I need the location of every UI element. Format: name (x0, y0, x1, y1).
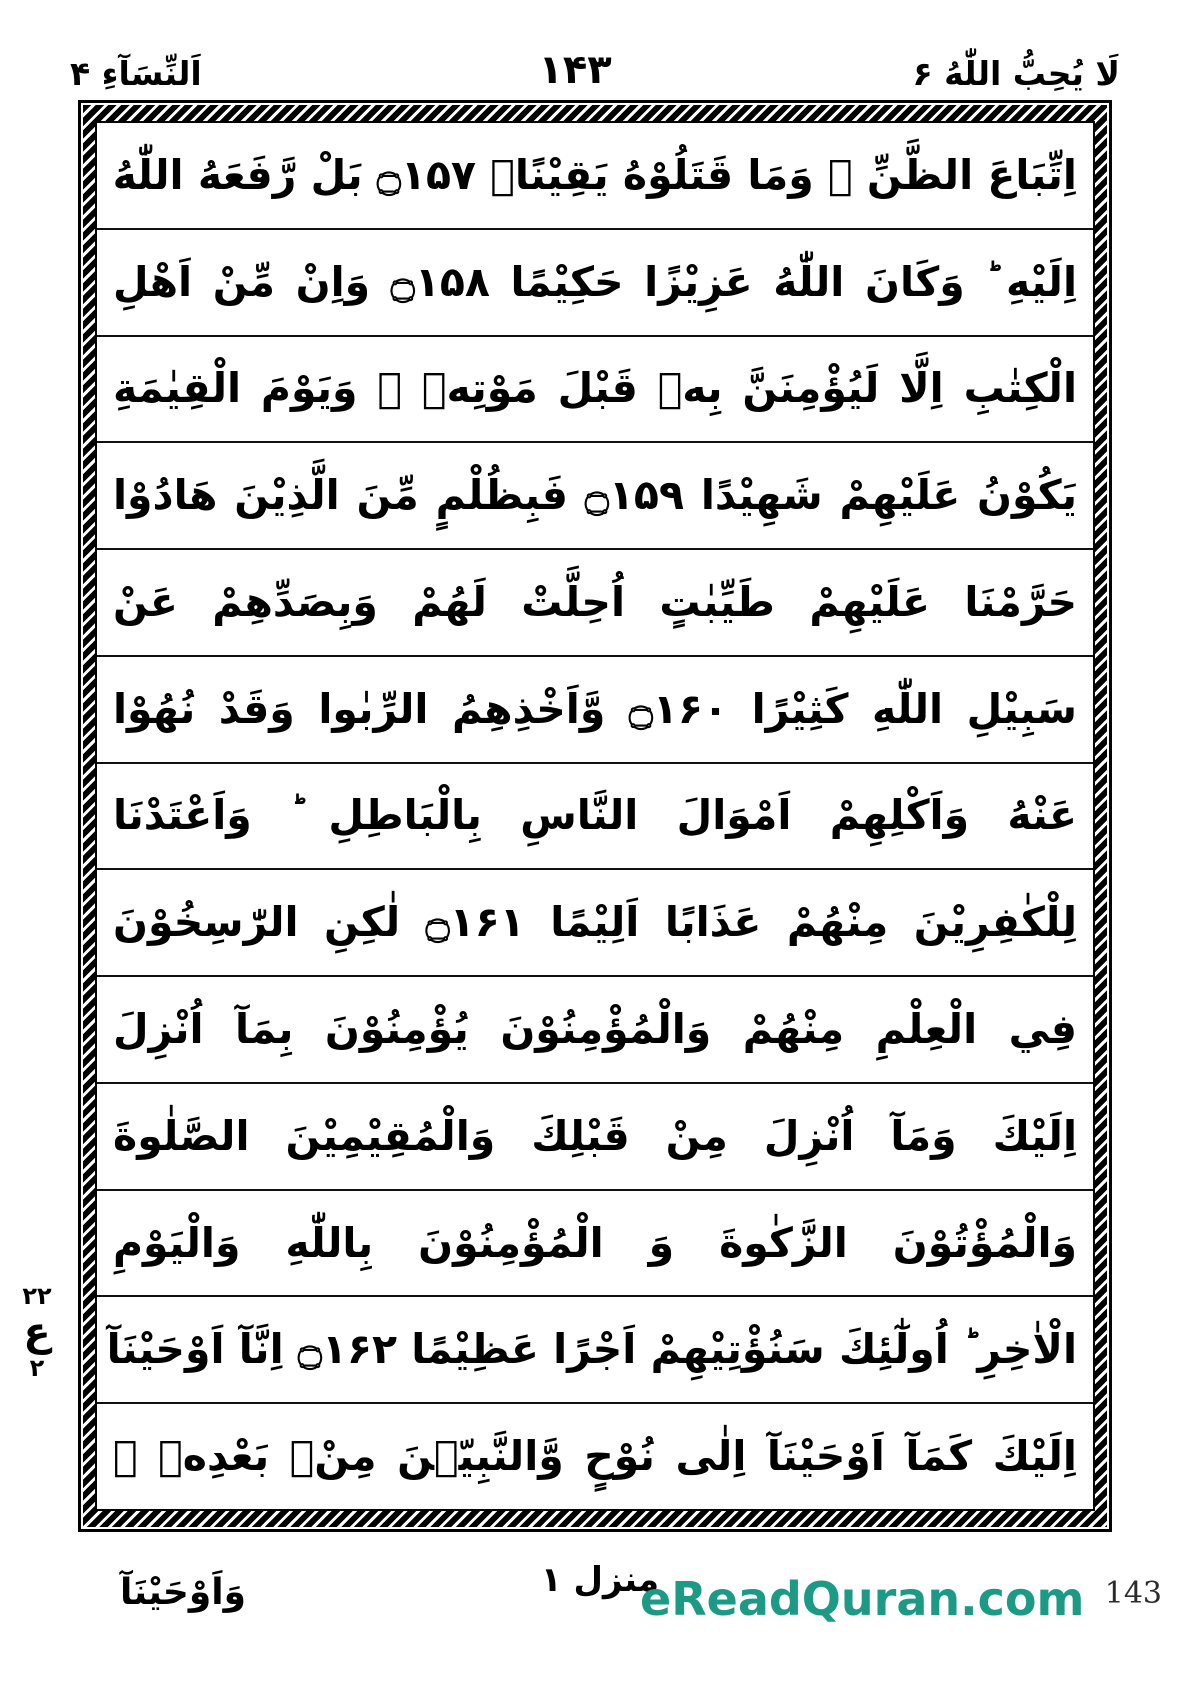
quran-line (97, 977, 1093, 1084)
quran-line (97, 1404, 1093, 1509)
quran-line-text: عَنْهُ وَاَكْلِهِمْ اَمْوَالَ النَّاسِ بِالْبَاطِلِ ؕ وَاَعْتَدْنَا (113, 791, 1077, 840)
quran-line-text: اِلَيْكَ وَمَآ اُنْزِلَ مِنْ قَبْلِكَ وَالْمُقِيْمِيْنَ الصَّلٰوةَ (113, 1111, 1077, 1160)
running-header (70, 28, 1120, 92)
quran-line (97, 764, 1093, 871)
ruku-margin-marker (14, 1282, 60, 1382)
quran-line (97, 1084, 1093, 1191)
quran-line-text: سَبِيْلِ اللّٰهِ كَثِيْرًا ۝۱۶۰ وَّاَخْذِهِمُ الرِّبٰوا وَقَدْ نُهُوْا (113, 684, 1077, 733)
quran-line-text: يَكُوْنُ عَلَيْهِمْ شَهِيْدًا ۝۱۵۹ فَبِظُلْمٍ مِّنَ الَّذِيْنَ هَادُوْا (113, 471, 1077, 520)
border-ornament-band (83, 105, 1107, 1527)
ruku-ain-symbol: ع (23, 1309, 51, 1355)
quran-line-text: لِلْكٰفِرِيْنَ مِنْهُمْ عَذَابًا اَلِيْمًا ۝۱۶۱ لٰكِنِ الرّٰسِخُوْنَ (113, 898, 1077, 947)
page-number-latin: 143 (1104, 1576, 1162, 1611)
quran-line (97, 550, 1093, 657)
page-number-arabic: ۱۴۳ (538, 47, 612, 93)
quran-line-text: حَرَّمْنَا عَلَيْهِمْ طَيِّبٰتٍ اُحِلَّتْ لَهُمْ وَبِصَدِّهِمْ عَنْ (113, 577, 1077, 626)
quran-line-text: الْكِتٰبِ اِلَّا لَيُؤْمِنَنَّ بِهٖ قَبْلَ مَوْتِهٖ ۚ وَيَوْمَ الْقِيٰمَةِ (113, 364, 1077, 413)
quran-line-text: فِي الْعِلْمِ مِنْهُمْ وَالْمُؤْمِنُوْنَ يُؤْمِنُوْنَ بِمَآ اُنْزِلَ (113, 1005, 1077, 1053)
quran-line (97, 337, 1093, 444)
quran-line-text: اِلَيْكَ كَمَآ اَوْحَيْنَآ اِلٰى نُوْحٍ وَّالنَّبِيّٖنَ مِنْۢ بَعْدِهٖ ۚ (113, 1432, 1077, 1481)
ruku-count-top: ۲۲ (22, 1282, 52, 1310)
mushaf-text-area (95, 121, 1095, 1511)
quran-line-text: الْاٰخِرِ ؕ اُولٰٓئِكَ سَنُؤْتِيْهِمْ اَجْرًا عَظِيْمًا ۝۱۶۲ اِنَّآ اَوْحَيْنَآ (106, 1325, 1077, 1374)
quran-line-text: اِتِّبَاعَ الظَّنِّ ۚ وَمَا قَتَلُوْهُ يَقِيْنًاۢ ۝۱۵۷ بَلْ رَّفَعَهُ اللّٰهُ (112, 150, 1077, 199)
quran-line (97, 443, 1093, 550)
ereadquran-watermark: eReadQuran.com (640, 1572, 1085, 1626)
ornamental-border-frame (78, 100, 1112, 1532)
quran-line-text: وَالْمُؤْتُوْنَ الزَّكٰوةَ وَ الْمُؤْمِنُوْنَ بِاللّٰهِ وَالْيَوْمِ (113, 1218, 1077, 1267)
quran-line (97, 657, 1093, 764)
quran-line (97, 123, 1093, 230)
quran-line (97, 230, 1093, 337)
surah-name-label: اَلنِّسَآءِ ۴ (70, 53, 202, 93)
juz-name-label: لَا يُحِبُّ اللّٰهُ ۶ (912, 53, 1120, 93)
ruku-count-bottom: ۲ (29, 1354, 45, 1382)
quran-line (97, 1191, 1093, 1298)
catchword-next-page: وَاَوْحَيْنَآ (120, 1572, 246, 1613)
quran-line-text: اِلَيْهِ ؕ وَكَانَ اللّٰهُ عَزِيْزًا حَكِيْمًا ۝۱۵۸ وَاِنْ مِّنْ اَهْلِ (113, 257, 1077, 306)
quran-line (97, 1297, 1093, 1404)
manzil-label: منزل ۱ (540, 1560, 660, 1600)
quran-line (97, 870, 1093, 977)
